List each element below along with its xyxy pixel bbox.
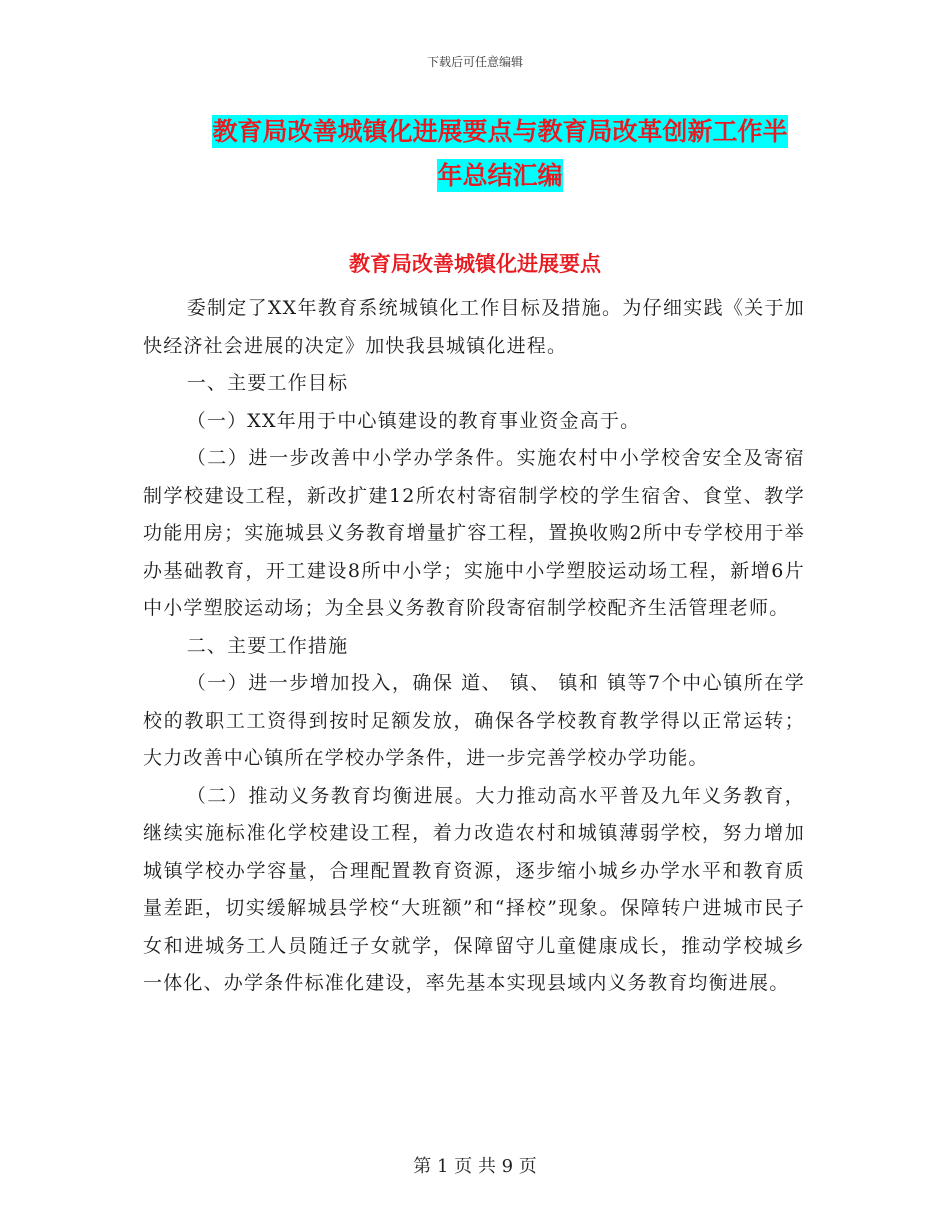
- paragraph-measure-2: （二）推动义务教育均衡进展。大力推动高水平普及九年义务教育，继续实施标准化学校建设工程，着力改造农村和城镇薄弱学校，努力增加城镇学校办学容量，合理配置教育资源，逐步缩小城乡办学水平和教育质量差距，切实缓解城县学校“大班额”和“择校”现象。保障转户进城市民子女和进城务工人员随迁子女就学，保障留守儿童健康成长，推动学校城乡一体化、办学条件标准化建设，率先基本实现县域内义务教育均衡进展。: [143, 784, 805, 994]
- paragraph-goal-1: （一）XX年用于中心镇建设的教育事业资金高于。: [186, 409, 641, 432]
- heading-goals: 一、主要工作目标: [186, 372, 349, 394]
- page-header-note: 下载后可任意编辑: [426, 55, 523, 69]
- paragraph-intro: 委制定了XX年教育系统城镇化工作目标及措施。为仔细实践《关于加快经济社会进展的决定》加快我县城镇化进程。: [143, 297, 805, 357]
- title-line-2: 年总结汇编: [437, 161, 563, 190]
- document-title: [190, 110, 810, 198]
- body-text: [143, 290, 805, 1003]
- paragraph-measure-1: （一）进一步增加投入，确保 道、 镇、 镇和 镇等7个中心镇所在学校的教职工工资得到按时足额发放，确保各学校教育教学得以正常运转；大力改善中心镇所在学校办学条件，进一步完善学校办学功能。: [143, 672, 805, 769]
- title-line-1: 教育局改善城镇化进展要点与教育局改革创新工作半: [212, 117, 788, 146]
- heading-measures: 二、主要工作措施: [186, 634, 349, 657]
- page-number: 第 1 页 共 9 页: [413, 1156, 537, 1177]
- section-title: 教育局改善城镇化进展要点: [349, 252, 601, 276]
- paragraph-goal-2: （二）进一步改善中小学办学条件。实施农村中小学校舍安全及寄宿制学校建设工程，新改扩建12所农村寄宿制学校的学生宿舍、食堂、教学功能用房；实施城县义务教育增量扩容工程，置换收购2所中专学校用于举办基础教育，开工建设8所中小学；实施中小学塑胶运动场工程，新增6片中小学塑胶运动场；为全县义务教育阶段寄宿制学校配齐生活管理老师。: [143, 447, 805, 619]
